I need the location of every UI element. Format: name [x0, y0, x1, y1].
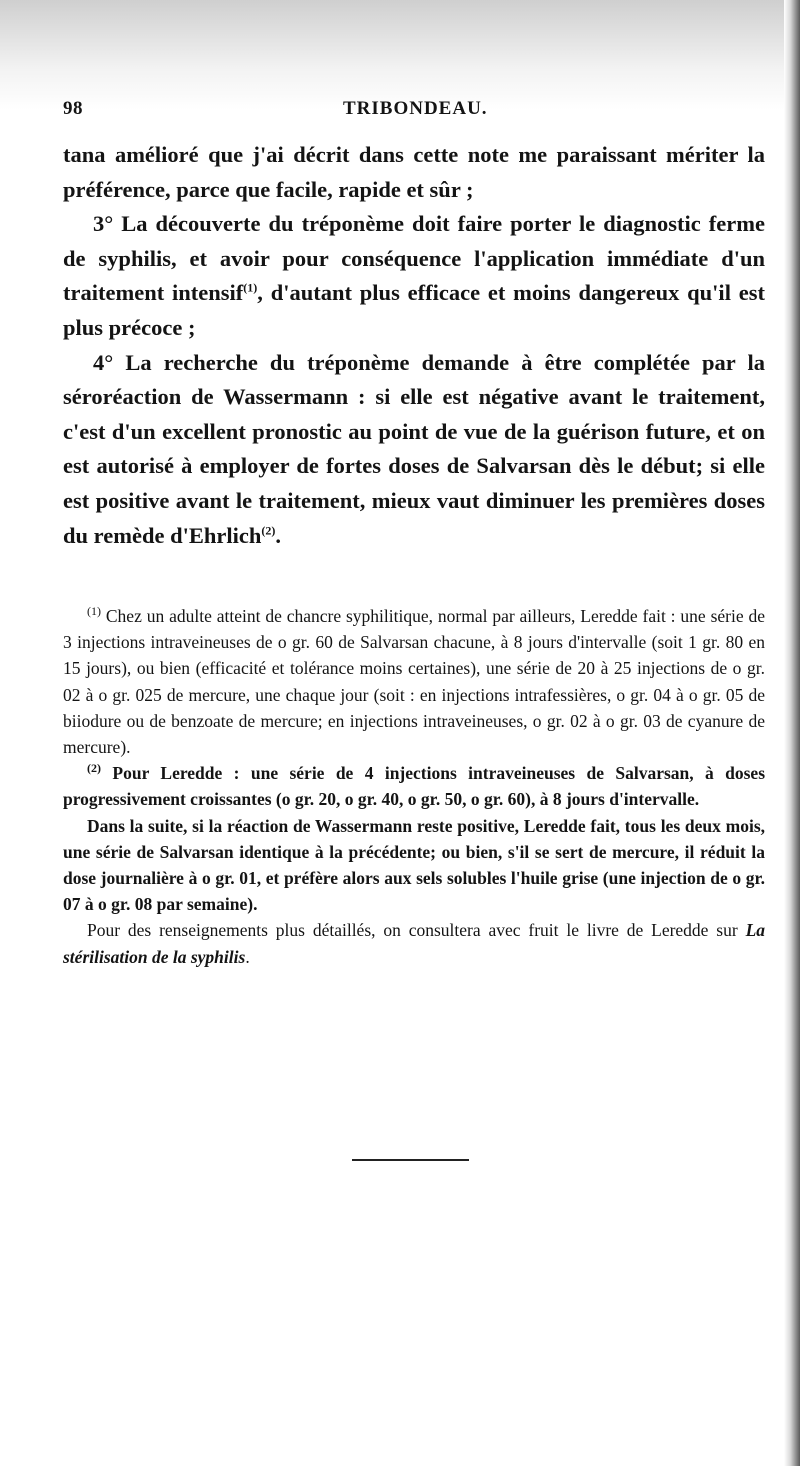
book-title: La stérilisation de la syphilis	[63, 920, 766, 967]
paragraph-continued	[63, 138, 765, 207]
paragraph-text: 4° La recherche du tréponème demande à être complétée par la séroréaction de Wassermann : si elle est négative avant le traitement, c'est d'un excellent pronostic au point de vue de la guérison future, et on est autorisé à employer de fortes doses de Salvarsan dès le début; si elle est positive avant le traitement, mieux vaut diminuer les premières doses du remède d'Ehrlich	[63, 349, 765, 548]
page-number: 98	[63, 98, 83, 119]
paragraph-point-3	[63, 207, 765, 345]
footnote-text: Chez un adulte atteint de chancre syphilitique, normal par ailleurs, Leredde fait : une série de 3 injections intraveineuses de o gr. 60 de Salvarsan chacune, à 8 jours d'intervalle (soit 1 gr. 80 en 15 jours), ou bien (efficacité et tolérance moins certaines), une série de 20 à 25 injections de o gr. 02 à o gr. 025 de mercure, une chaque jour (soit : en injections intrafessières, o gr. 04 à o gr. 05 de biiodure ou de benzoate de mercure; en injections intraveineuses, o gr. 02 à o gr. 03 de cyanure de mercure).	[63, 606, 765, 758]
footnotes	[63, 603, 765, 970]
footnote-marker: (1)	[87, 604, 101, 619]
footnote-2-reference	[63, 917, 765, 969]
paragraph-text: .	[275, 522, 281, 548]
footnote-ref: (2)	[261, 523, 276, 538]
footnote-2	[63, 760, 765, 812]
page-header	[63, 98, 765, 130]
footnote-1	[63, 603, 765, 760]
footnote-text: Dans la suite, si la réaction de Wassermann reste positive, Leredde fait, tous les deux mois, une série de Salvarsan identique à la précédente; ou bien, s'il se sert de mercure, il réduit la dose journalière à o gr. 01, et préfère alors aux sels solubles l'huile grise (une injection de o gr. 07 à o gr. 08 par semaine).	[63, 815, 765, 915]
paragraph-text: 3° La découverte du tréponème doit faire porter le diagnostic ferme de syphilis, et avoir pour conséquence l'application immédiate d'un traitement intensif	[63, 211, 765, 306]
running-head: TRIBONDEAU.	[343, 98, 488, 119]
footnote-text: .	[245, 946, 250, 967]
paragraph-text: , d'autant plus efficace et moins dangereux qu'il est plus précoce ;	[63, 280, 765, 340]
page-edge-shadow	[784, 0, 800, 1466]
footnote-2-continued	[63, 813, 765, 918]
main-text	[63, 138, 765, 553]
footnote-text: Pour Leredde : une série de 4 injections intraveineuses de Salvarsan, à doses progressivement croissantes (o gr. 20, o gr. 40, o gr. 50, o gr. 60), à 8 jours d'intervalle.	[63, 763, 765, 810]
paragraph-point-4	[63, 346, 765, 554]
end-rule	[352, 1159, 469, 1161]
footnote-marker: (2)	[87, 761, 101, 776]
paragraph-text: tana amélioré que j'ai décrit dans cette note me paraissant mériter la préférence, parce que facile, rapide et sûr ;	[63, 142, 765, 202]
footnote-text: Pour des renseignements plus détaillés, on consultera avec fruit le livre de Leredde sur	[87, 920, 738, 941]
footnote-ref: (1)	[243, 280, 258, 295]
